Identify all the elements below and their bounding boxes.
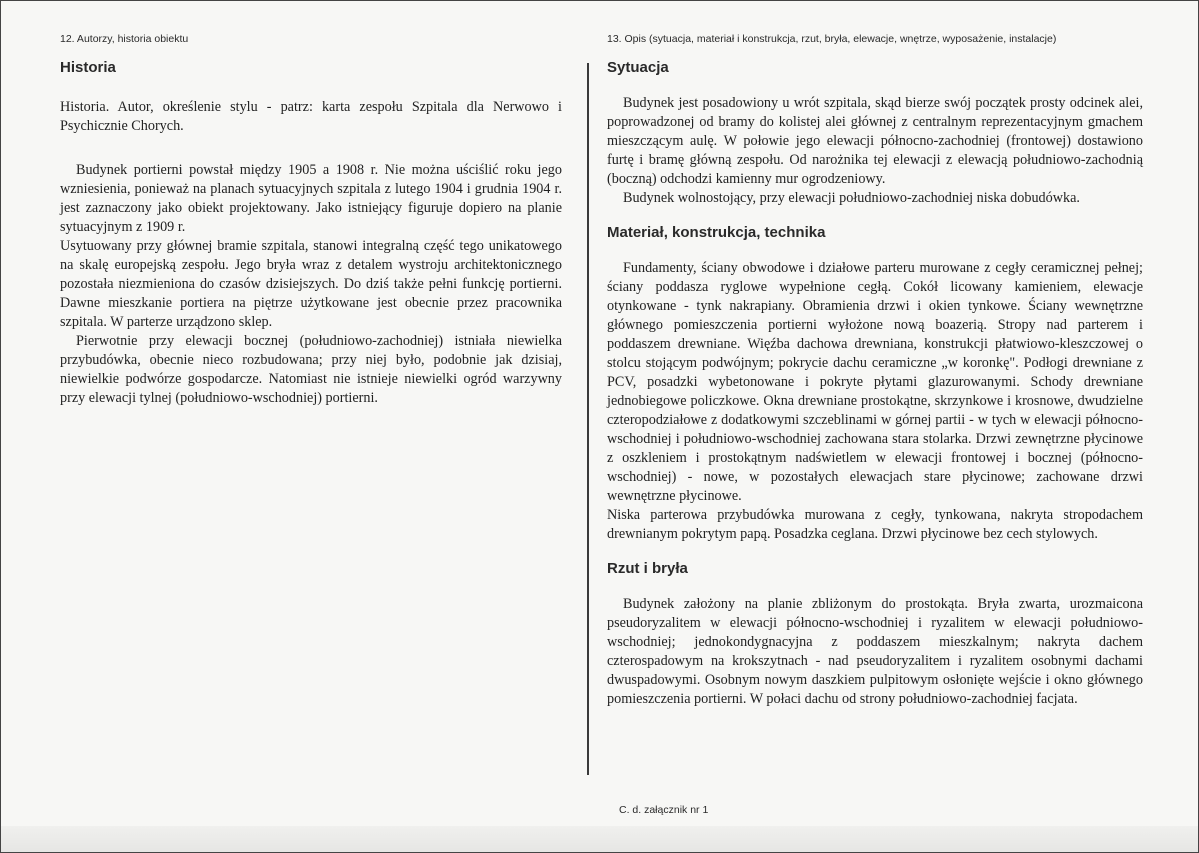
right-column — [607, 33, 1143, 709]
material-title: Materiał, konstrukcja, technika — [607, 224, 826, 241]
situation-paragraph-1: Budynek jest posadowiony u wrót szpitala, skąd bierze swój początek prosty odcinek alei, poprowadzonej od bramy do kolistej alei głównej z centralnym reprezentacyjnym gmachem mieszczącym aulę. W połowie jego elewacji północno-zachodniej (frontowej) dostawiono furtę i bramę główną zespołu. Od narożnika tej elewacji z elewacją południowo-zachodnią (boczną) odchodzi kamienny mur ogrodzeniowy. — [607, 95, 1143, 187]
history-title: Historia — [60, 59, 116, 76]
column-divider — [587, 63, 589, 775]
history-paragraph-1: Historia. Autor, określenie stylu - patrz: karta zespołu Szpitala dla Nerwowo i Psychicznie Chorych. — [60, 99, 562, 134]
plan-paragraph-1: Budynek założony na planie zbliżonym do prostokąta. Bryła zwarta, urozmaicona pseudoryzalitem w elewacji północno-wschodniej i ryzalitem w elewacji południowo-wschodniej; jednokondygnacyjna z poddaszem mieszkalnym; nakryta dachem czterospadowym na krokszytnach - nad pseudoryzalitem i ryzalitem osobnymi dachami dwuspadowymi. Osobnym nowym daszkiem pulpitowym osłonięte wejście i okno głównego pomieszczenia portierni. W połaci dachu od strony południowo-zachodniej facjata. — [607, 596, 1143, 707]
page-bottom-edge — [1, 826, 1198, 852]
material-paragraph-2: Niska parterowa przybudówka murowana z cegły, tynkowana, nakryta stropodachem drewnianym pokrytym papą. Posadzka ceglana. Drzwi płycinowe bez cech stylowych. — [607, 507, 1143, 542]
history-paragraph-2: Budynek portierni powstał między 1905 a 1908 r. Nie można uściślić roku jego wzniesienia, ponieważ na planach sytuacyjnych szpitala z lutego 1904 i grudnia 1904 r. jest zaznaczony jako obiekt projektowany. Jako istniejący figuruje dopiero na planie sytuacyjnym z 1909 r. — [60, 162, 562, 235]
material-paragraph-1: Fundamenty, ściany obwodowe i działowe parteru murowane z cegły ceramicznej pełnej; ściany poddasza ryglowe wypełnione cegłą. Cokół licowany kamieniem, elewacje otynkowane - tynk nakrapiany. Obramienia drzwi i okien tynkowe. Ściany wewnętrzne głównego pomieszczenia portierni wyłożone nową boazerią. Stropy nad parterem i poddaszem drewniane. Więźba dachowa drewniana, konstrukcji płatwiowo-kleszczowej o stolcu stojącym podwójnym; pokrycie dachu ceramiczne „w koronkę". Podłogi drewniane z PCV, posadzki wybetonowane i pokryte płytami glazurowanymi. Schody drewniane jednobiegowe policzkowe. Okna drewniane prostokątne, skrzynkowe i krosnowe, dwudzielne czteropodziałowe z dodatkowymi szczeblinami w górnej partii - w tych w elewacji północno-wschodniej i południowo-wschodniej zachowana stara stolarka. Drzwi zewnętrzne płycinowe z oszkleniem i prostokątnym nadświetlem w elewacji frontowej i bocznej (północno-wschodniej) - nowe, w pozostałych elewacjach stare płycinowe; zachowane drzwi wewnętrzne płycinowe. — [607, 260, 1143, 504]
situation-paragraph-2: Budynek wolnostojący, przy elewacji południowo-zachodniej niska dobudówka. — [623, 190, 1080, 206]
left-section-header: 12. Autorzy, historia obiektu — [60, 33, 189, 45]
right-section-header: 13. Opis (sytuacja, materiał i konstrukcja, rzut, bryła, elewacje, wnętrze, wyposażenie, instalacje) — [607, 33, 1057, 45]
history-paragraph-3: Usytuowany przy głównej bramie szpitala, stanowi integralną część tego unikatowego na skalę europejską zespołu. Jego bryła wraz z detalem wystroju architektonicznego pozostała niezmieniona do czasów dzisiejszych. Do dziś także pełni funkcję portierni. Dawne mieszkanie portiera na piętrze użytkowane jest obecnie przez pracownika szpitala. W parterze urządzono sklep. — [60, 238, 562, 330]
left-column — [60, 33, 562, 408]
page-footer: C. d. załącznik nr 1 — [619, 804, 709, 816]
plan-title: Rzut i bryła — [607, 560, 688, 577]
history-paragraph-4: Pierwotnie przy elewacji bocznej (południowo-zachodniej) istniała niewielka przybudówka, obecnie nieco rozbudowana; przy niej było, podobnie jak dzisiaj, niewielkie podwórze gospodarcze. Natomiast nie istnieje niewielki ogród warzywny przy elewacji tylnej (południowo-wschodniej) portierni. — [60, 333, 562, 406]
situation-title: Sytuacja — [607, 59, 669, 76]
